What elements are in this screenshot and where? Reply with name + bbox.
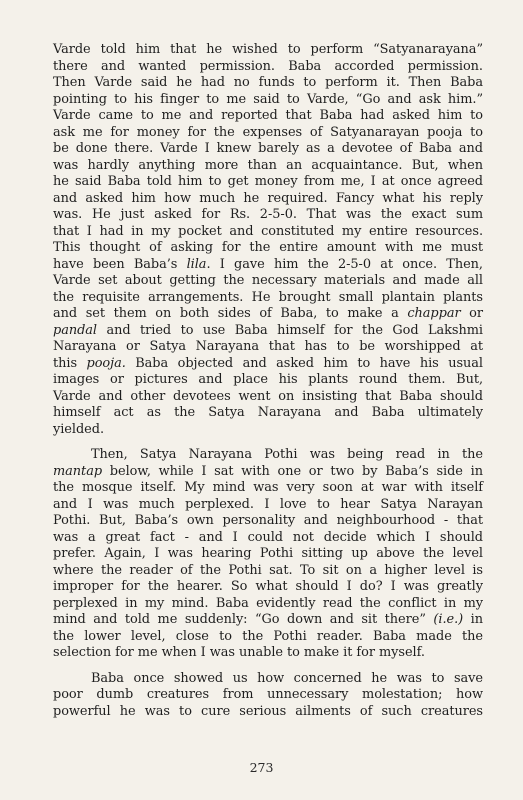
text-line: the mosque itself. My mind was very soon at war with itself <box>53 480 483 495</box>
text-line: This thought of asking for the entire amount with me must <box>53 240 483 255</box>
text-line: and I was much perplexed. I love to hear Satya Narayan <box>53 496 483 512</box>
text-line: himself act as the Satya Narayana and Baba ultimately <box>53 405 483 420</box>
text-line: Then Varde said he had no funds to perform it. Then Baba <box>53 75 483 90</box>
text-line: that I had in my pocket and constituted my entire resources. <box>53 223 483 239</box>
text-line: mind and told me suddenly: “Go down and sit there” (i.e.) in <box>53 612 484 627</box>
text-line: there and wanted permission. Baba accorded permission. <box>53 58 483 74</box>
text-line: Pothi. But, Baba’s own personality and neighbourhood - that <box>53 513 483 528</box>
text-line: perplexed in my mind. Baba evidently read the conflict in my <box>53 595 483 611</box>
text-line: Varde set about getting the necessary materials and made all <box>53 273 483 288</box>
text-line: be done there. Varde I knew barely as a devotee of Baba and <box>53 141 483 156</box>
text-line: and set them on both sides of Baba, to make a chappar or <box>53 306 484 321</box>
text-line: Then, Satya Narayana Pothi was being read in the <box>91 447 483 462</box>
text-line: where the reader of the Pothi sat. To sit on a higher level is <box>53 562 483 578</box>
body-text <box>53 42 483 729</box>
paragraph-3 <box>53 671 483 721</box>
text-line: the requisite arrangements. He brought small plantain plants <box>53 289 483 305</box>
text-line: this pooja. Baba objected and asked him to have his usual <box>53 355 483 371</box>
text-line: powerful he was to cure serious ailments of such creatures <box>53 703 483 719</box>
text-line: Baba once showed us how concerned he was to save <box>91 670 483 686</box>
page-number: 273 <box>249 760 274 775</box>
text-line: yielded. <box>53 421 104 437</box>
text-line: was. He just asked for Rs. 2-5-0. That was the exact sum <box>53 207 483 222</box>
text-line: he said Baba told him to get money from me, I at once agreed <box>53 174 483 189</box>
text-line: Varde and other devotees went on insisting that Baba should <box>53 388 483 404</box>
text-line: Varde told him that he wished to perform “Satyanarayana” <box>53 42 483 57</box>
text-line: and asked him how much he required. Fancy what his reply <box>53 190 483 206</box>
text-line: the lower level, close to the Pothi reader. Baba made the <box>53 628 483 644</box>
text-line: mantap below, while I sat with one or two by Baba’s side in <box>53 463 483 479</box>
text-line: ask me for money for the expenses of Satyanarayan pooja to <box>53 124 483 140</box>
text-line: pandal and tried to use Baba himself for the God Lakshmi <box>53 322 483 338</box>
text-line: Varde came to me and reported that Baba had asked him to <box>53 108 483 123</box>
text-line: improper for the hearer. So what should I do? I was greatly <box>53 579 483 594</box>
text-line: images or pictures and place his plants round them. But, <box>53 372 483 387</box>
text-line: was hardly anything more than an acquaintance. But, when <box>53 157 483 173</box>
text-line: pointing to his finger to me said to Varde, “Go and ask him.” <box>53 91 483 107</box>
paragraph-2 <box>53 447 483 662</box>
text-line: prefer. Again, I was hearing Pothi sitting up above the level <box>53 546 483 561</box>
text-line: was a great fact - and I could not decide which I should <box>53 529 483 545</box>
text-line: Narayana or Satya Narayana that has to be worshipped at <box>53 339 483 354</box>
paragraph-1 <box>53 42 483 438</box>
text-line: selection for me when I was unable to make it for myself. <box>53 645 425 660</box>
text-line: have been Baba’s lila. I gave him the 2-5-0 at once. Then, <box>53 256 483 272</box>
text-line: poor dumb creatures from unnecessary molestation; how <box>53 687 483 702</box>
